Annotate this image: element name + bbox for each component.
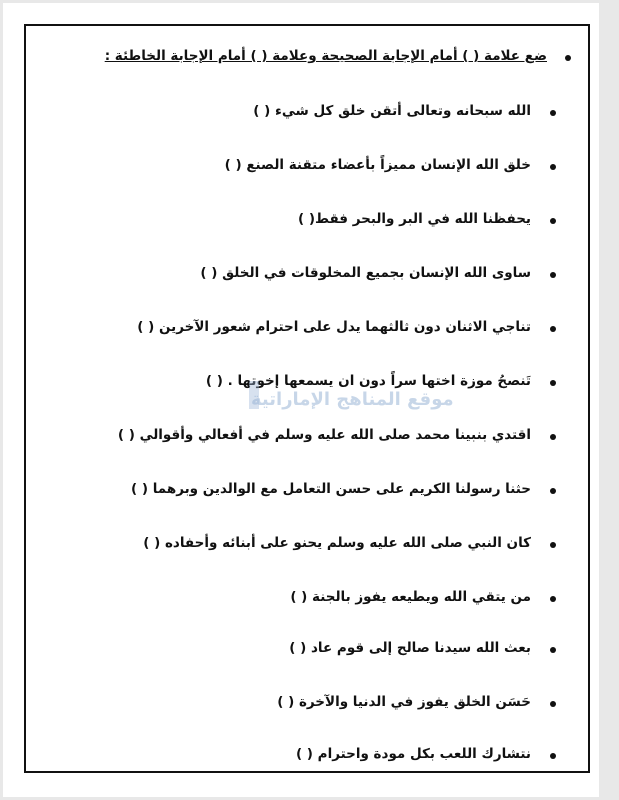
item-bullet	[550, 110, 556, 116]
item-bullet	[550, 434, 556, 440]
statement-9: كان النبي صلى الله عليه وسلم يحنو على أبنائه وأحفاده ( )	[143, 535, 531, 551]
statement-8: حثنا رسولنا الكريم على حسن التعامل مع الوالدين وبرهما ( )	[130, 481, 531, 497]
item-bullet	[550, 164, 556, 170]
item-bullet	[550, 647, 556, 653]
item-bullet	[550, 701, 556, 707]
statement-6: تَنصحُ موزة اختها سراً دون ان يسمعها إخوتها . ( )	[205, 373, 531, 389]
statement-11: بعث الله سيدنا صالح إلى قوم عاد ( )	[289, 640, 531, 656]
statement-10: من يتقي الله ويطيعه يفوز بالجنة ( )	[290, 589, 531, 605]
item-bullet	[550, 488, 556, 494]
statement-2: خلق الله الإنسان مميزاً بأعضاء متقنة الصنع ( )	[224, 157, 531, 173]
statement-1: الله سبحانه وتعالى أتقن خلق كل شيء ( )	[253, 103, 531, 119]
statement-3: يحفظنا الله في البر والبحر فقط( )	[297, 211, 531, 227]
statement-5: تناجي الاثنان دون ثالثهما يدل على احترام شعور الآخرين ( )	[137, 319, 531, 335]
item-bullet	[550, 753, 556, 759]
item-bullet	[550, 272, 556, 278]
watermark: موقع المناهج الإماراتية	[251, 389, 454, 410]
statement-12: حَسَن الخلق يفوز في الدنيا والآخرة ( )	[277, 694, 531, 710]
item-bullet	[550, 326, 556, 332]
item-bullet	[550, 218, 556, 224]
item-bullet	[550, 542, 556, 548]
item-bullet	[550, 380, 556, 386]
instructions-heading: ضع علامة ( ) أمام الإجابة الصحيحة وعلامة ( ) أمام الإجابة الخاطئة :	[104, 48, 547, 64]
worksheet-page	[3, 3, 599, 797]
statement-4: ساوى الله الإنسان بجميع المخلوقات في الخلق ( )	[200, 265, 531, 281]
item-bullet	[550, 596, 556, 602]
header-bullet	[565, 55, 571, 61]
statement-13: نتشارك اللعب بكل مودة واحترام ( )	[295, 746, 531, 762]
statement-7: اقتدي بنبينا محمد صلى الله عليه وسلم في أفعالي وأقوالي ( )	[117, 427, 531, 443]
